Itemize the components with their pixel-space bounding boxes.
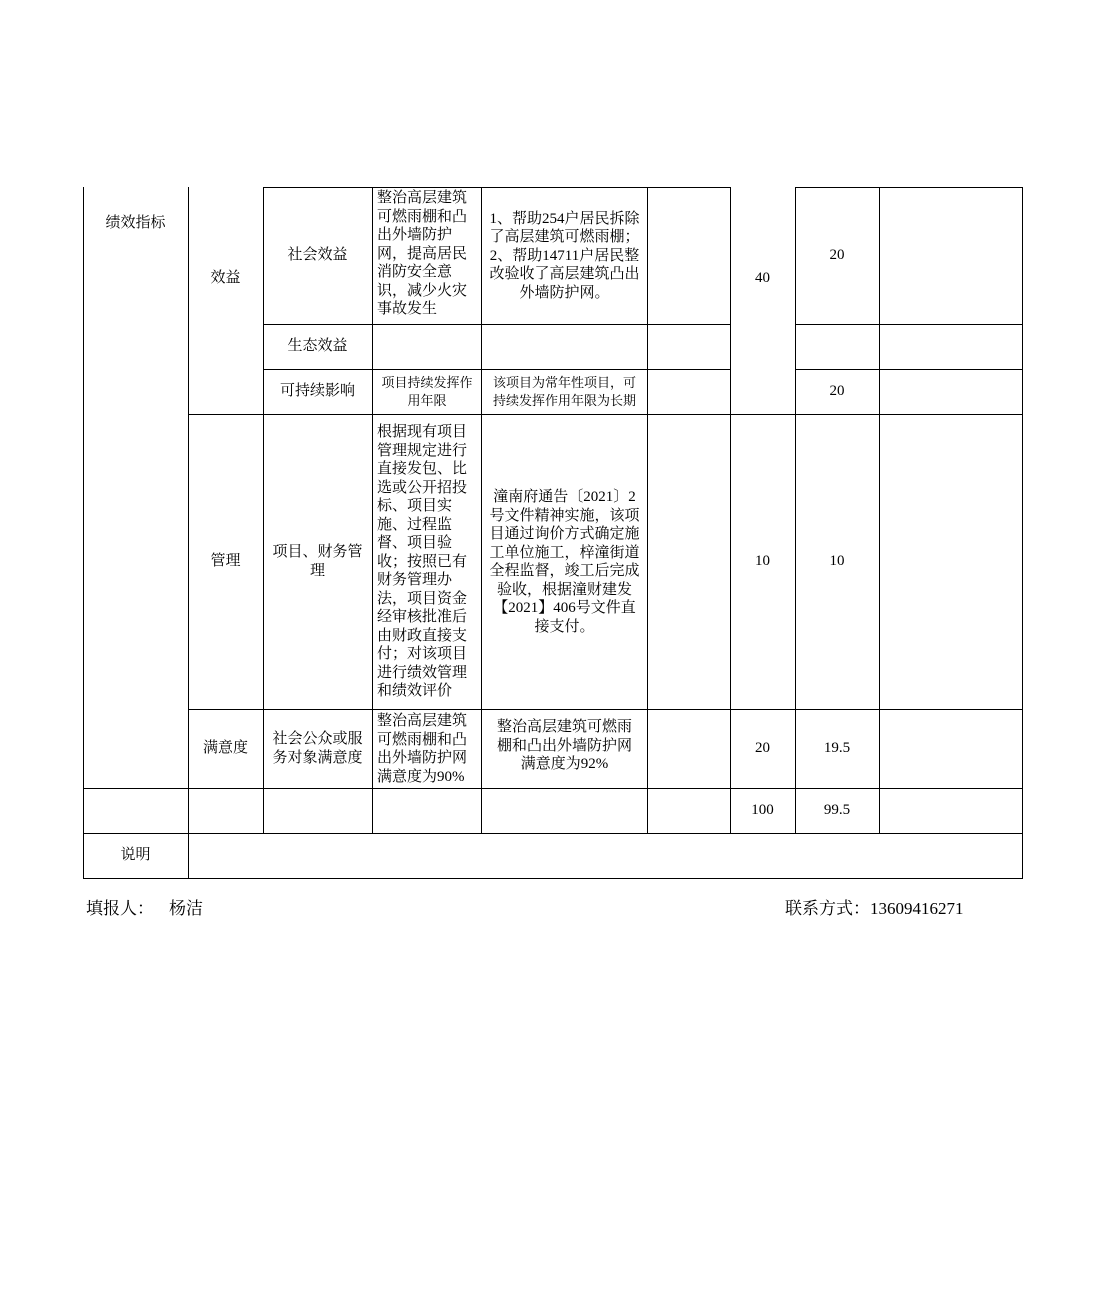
social-benefit-score: 20 xyxy=(829,247,845,264)
table-border xyxy=(795,324,1023,325)
social-benefit-actual: 1、帮助254户居民拆除了高层建筑可燃雨棚；2、帮助14711户居民整改验收了高层建筑凸出外墙防护网。 xyxy=(489,210,640,301)
total-score: 99.5 xyxy=(823,802,851,819)
table-border xyxy=(1022,187,1023,878)
table-border xyxy=(647,187,648,833)
management-weight: 10 xyxy=(755,553,770,570)
social-benefit-target: 整治高层建筑可燃雨棚和凸出外墙防护网，提高居民消防安全意识，减少火灾事故发生 xyxy=(377,190,468,317)
contact-info: 联系方式：13609416271 xyxy=(785,899,964,918)
filler-label: 填报人： xyxy=(86,899,154,918)
sustainable-impact-actual: 该项目为常年性项目，可持续发挥作用年限为长期 xyxy=(492,375,636,408)
level1-management: 管理 xyxy=(210,553,241,570)
total-weight: 100 xyxy=(751,802,774,819)
sustainable-impact-target: 项目持续发挥作用年限 xyxy=(381,375,473,408)
table-border xyxy=(83,788,1023,789)
sustainable-impact-name: 可持续影响 xyxy=(279,383,355,400)
satisfaction-score: 19.5 xyxy=(823,740,851,757)
management-actual: 潼南府通告〔2021〕2号文件精神实施，该项目通过询价方式确定施工单位施工，梓潼街道全程监督，竣工后完成验收，根据潼财建发【2021】406号文件直接支付。 xyxy=(489,489,640,635)
table-border xyxy=(481,187,482,833)
level1-satisfaction: 满意度 xyxy=(202,740,248,757)
table-border xyxy=(83,878,1023,879)
management-score: 10 xyxy=(829,553,845,570)
table-border xyxy=(83,187,84,878)
satisfaction-actual: 整治高层建筑可燃雨棚和凸出外墙防护网满意度为92% xyxy=(496,719,632,772)
table-border xyxy=(879,187,880,833)
filler-name: 杨洁 xyxy=(169,899,203,918)
indicator-category-label: 绩效指标 xyxy=(105,214,166,231)
satisfaction-target: 整治高层建筑可燃雨棚和凸出外墙防护网满意度为90% xyxy=(377,713,468,785)
management-name: 项目、财务管理 xyxy=(272,544,363,579)
benefit-weight: 40 xyxy=(755,269,770,286)
notes-label: 说明 xyxy=(120,847,151,864)
satisfaction-name: 社会公众或服务对象满意度 xyxy=(272,731,363,766)
sustainable-impact-score: 20 xyxy=(829,383,845,400)
table-border xyxy=(83,833,1023,834)
management-target: 根据现有项目管理规定进行直接发包、比选或公开招投标、项目实施、过程监督、项目验收；按照已有财务管理办法，项目资金经审核批准后由财政直接支付；对该项目进行绩效管理和绩效评价 xyxy=(377,424,468,699)
social-benefit-name: 社会效益 xyxy=(287,247,348,264)
satisfaction-weight: 20 xyxy=(755,740,770,757)
ecological-benefit-name: 生态效益 xyxy=(287,338,348,355)
level1-benefit: 效益 xyxy=(210,269,241,286)
table-border xyxy=(372,187,373,833)
